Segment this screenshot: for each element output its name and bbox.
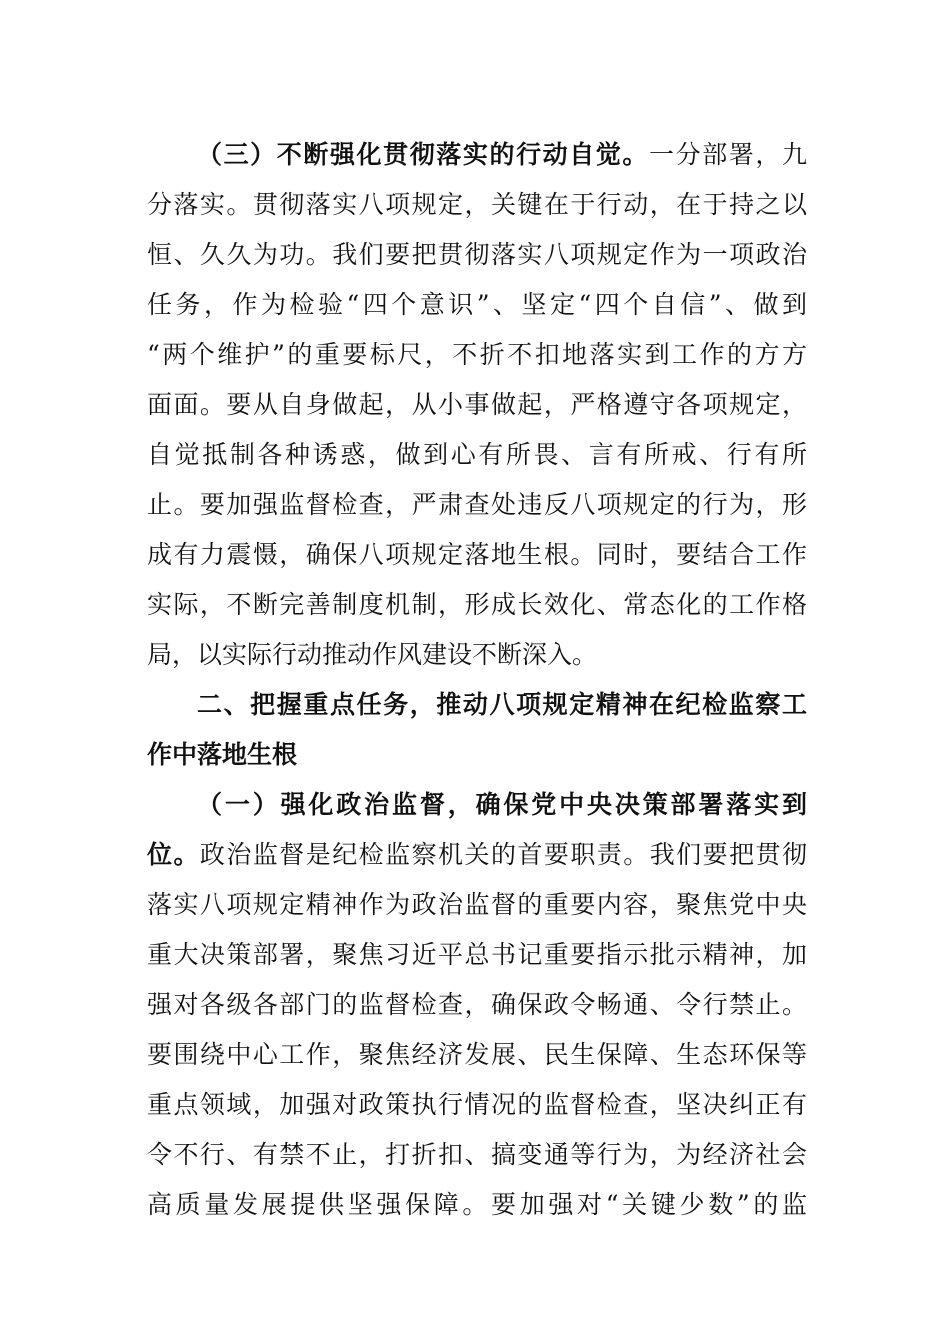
section-heading: 二、把握重点任务，推动八项规定精神在纪检监察工 bbox=[197, 690, 807, 719]
paragraph-line: 止。要加强监督检查，严肃查处违反八项规定的行为，形 bbox=[147, 490, 807, 519]
paragraph-line: 实际，不断完善制度机制，形成长效化、常态化的工作格 bbox=[147, 590, 807, 619]
paragraph-line: 自觉抵制各种诱惑，做到心有所畏、言有所戒、行有所 bbox=[147, 440, 807, 469]
paragraph-text: 一分部署，九 bbox=[649, 140, 807, 169]
paragraph-line bbox=[197, 137, 807, 173]
subsection-lead-heading-end: 位。 bbox=[147, 840, 200, 869]
paragraph-line: 任务，作为检验“四个意识”、坚定“四个自信”、做到 bbox=[147, 290, 807, 319]
paragraph-line: 令不行、有禁不止，打折扣、搞变通等行为，为经济社会 bbox=[147, 1140, 807, 1169]
paragraph-line: 分落实。贯彻落实八项规定，关键在于行动，在于持之以 bbox=[147, 190, 807, 219]
paragraph-line: 面面。要从自身做起，从小事做起，严格遵守各项规定， bbox=[147, 390, 807, 419]
paragraph-line: 局，以实际行动推动作风建设不断深入。 bbox=[147, 640, 598, 669]
paragraph-line: 落实八项规定精神作为政治监督的重要内容，聚焦党中央 bbox=[147, 890, 807, 919]
paragraph-line: 重点领域，加强对政策执行情况的监督检查，坚决纠正有 bbox=[147, 1090, 807, 1119]
paragraph-line: 强对各级各部门的监督检查，确保政令畅通、令行禁止。 bbox=[147, 990, 807, 1019]
paragraph-line: 重大决策部署，聚焦习近平总书记重要指示批示精神，加 bbox=[147, 940, 807, 969]
paragraph-line: 要围绕中心工作，聚焦经济发展、民生保障、生态环保等 bbox=[147, 1040, 807, 1069]
section-lead-heading: （三）不断强化贯彻落实的行动自觉。 bbox=[197, 140, 650, 169]
paragraph-line: 高质量发展提供坚强保障。要加强对“关键少数”的监 bbox=[147, 1190, 807, 1219]
section-heading-continued: 作中落地生根 bbox=[147, 740, 298, 769]
paragraph-line: 恒、久久为功。我们要把贯彻落实八项规定作为一项政治 bbox=[147, 240, 807, 269]
paragraph-text: 政治监督是纪检监察机关的首要职责。我们要把贯彻 bbox=[199, 840, 807, 869]
paragraph-line bbox=[147, 837, 807, 873]
paragraph-line: “两个维护”的重要标尺，不折不扣地落实到工作的方方 bbox=[147, 340, 807, 369]
subsection-lead-heading: （一）强化政治监督，确保党中央决策部署落实到 bbox=[197, 790, 807, 819]
paragraph-line: 成有力震慑，确保八项规定落地生根。同时，要结合工作 bbox=[147, 540, 807, 569]
